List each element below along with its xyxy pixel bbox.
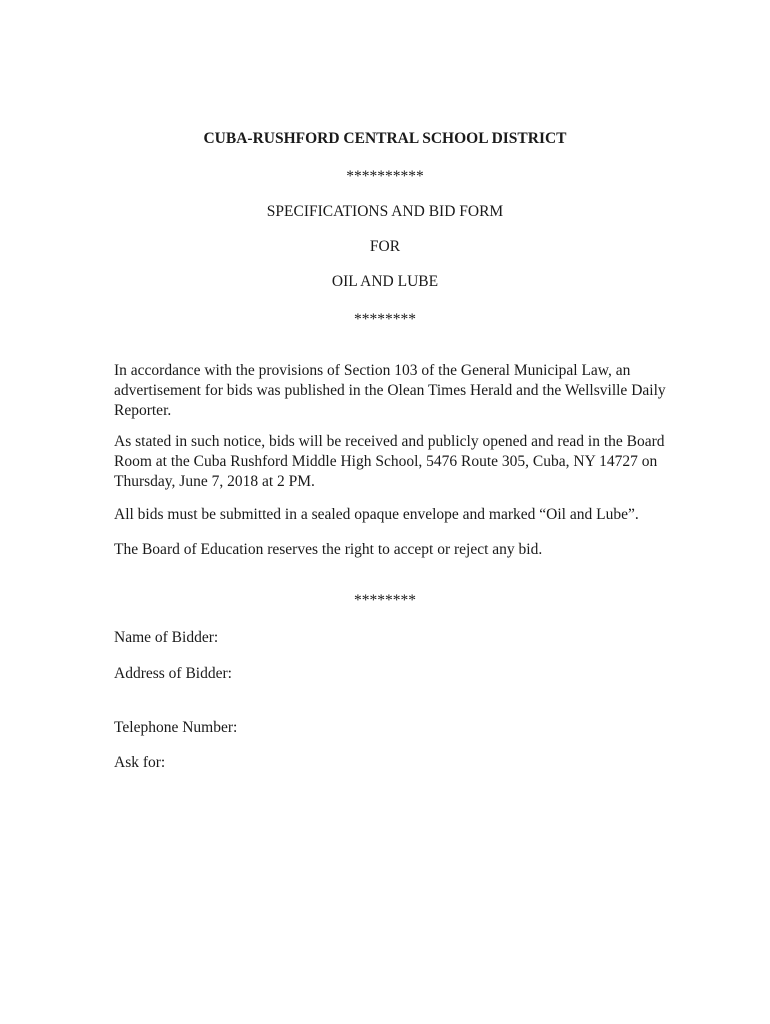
form-title: SPECIFICATIONS AND BID FORM [266,203,504,220]
address-of-bidder-label: Address of Bidder: [114,665,232,682]
form-title-for: FOR [369,238,401,255]
form-subject: OIL AND LUBE [331,273,439,290]
paragraph-board-rights: The Board of Education reserves the right to accept or reject any bid. [114,541,543,558]
paragraph-bid-opening: As stated in such notice, bids will be received and publicly opened and read in the Board Room at the Cuba Rushford Middle High School, 5476 Route 305, Cuba, NY 14727 on Thursday, June 7, 2018 at 2 PM. [114,433,665,490]
header-divider: ******** [354,311,416,328]
paragraph-envelope: All bids must be submitted in a sealed opaque envelope and marked “Oil and Lube”. [114,506,639,523]
name-of-bidder-label: Name of Bidder: [114,629,219,646]
telephone-number-label: Telephone Number: [114,719,238,736]
ask-for-label: Ask for: [114,754,166,771]
paragraph-legal-basis: In accordance with the provisions of Section 103 of the General Municipal Law, an advertisement for bids was published in the Olean Times Herald and the Wellsville Daily Reporter. [114,362,666,419]
district-title: CUBA-RUSHFORD CENTRAL SCHOOL DISTRICT [203,130,567,147]
top-divider: ********** [346,168,424,185]
body-divider: ******** [354,592,416,609]
